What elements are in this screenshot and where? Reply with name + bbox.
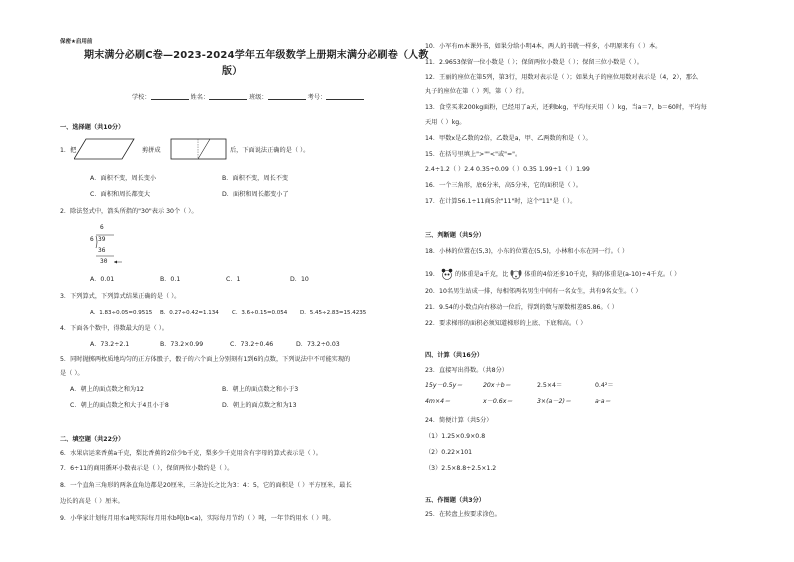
q19-end: 体重的4倍还多10千克，狗的体重是(a-10)÷4千克。（ ） [524, 271, 681, 278]
q12-text-line2: 丸子的座位在第（ ）列，第（ ）行。 [425, 88, 528, 95]
dog-icon [510, 268, 522, 280]
q2-text: 2．除法竖式中，箭头所指的"30"表示 30个（ ）。 [60, 208, 198, 215]
class-label: 班级： [249, 94, 268, 101]
right-column [425, 0, 775, 562]
q13-text: 13．食堂买来200kg面粉，已经用了a天，还剩bkg，平均每天用（ ）kg，当a＝7，b＝60时，平均每 [425, 104, 707, 111]
q1-post: 后，下面说法正确的是（ ）。 [230, 147, 310, 154]
q2-option-b: B．0.1 [160, 276, 181, 283]
q22-text: 22．要求梯形的面积必须知道梯形的上底、下底和高。（ ） [425, 320, 587, 327]
q5-option-c: C．朝上的面点数之和大于4且小于8 [70, 402, 169, 409]
q4-text: 4．下面各个数中，得数最大的是（ ）。 [60, 325, 168, 332]
left-column [60, 0, 429, 562]
q16-text: 16．一个三角形，底6分米，高5分米，它的面积是（ ）。 [425, 182, 582, 189]
q15-text: 15．在括号里填上">""<"或"="。 [425, 151, 522, 158]
q17-text: 17．在计算56.1÷11商5余"11"时，这个"11"是（ ）。 [425, 198, 577, 205]
q2-option-d: D．10 [290, 276, 309, 283]
secret-label: 保密★启用前 [60, 39, 93, 45]
calc-item: x－0.6x＝ [483, 398, 513, 405]
q2-dividend: 39 [98, 236, 106, 243]
section-draw-title: 五、作图题（共3分） [425, 497, 485, 504]
q9-text: 9．小华家计划每月用水a吨实际每月用水b吨(b<a)，实际每月节约（ ）吨，一年节约用水（ ）吨。 [60, 515, 335, 522]
q1-option-a: A．面积不变，周长变小 [90, 175, 157, 182]
calc-item: 15y－0.5y＝ [425, 382, 463, 389]
page-title: 期末满分必刷C卷—2023-2024学年五年级数学上册期末满分必刷卷（人教 [84, 50, 429, 61]
q5-text-line2: 是（ ）。 [60, 370, 84, 377]
q3-option-b: B．0.27÷0.42=1.134 [160, 310, 219, 316]
q4-option-b: B．73.2×0.99 [160, 341, 204, 348]
section-judge-title: 三、判断题（共5分） [425, 232, 485, 239]
rectangle-figure [170, 137, 228, 161]
q1-option-d: D．面积和周长都变小了 [222, 191, 289, 198]
exam-no-label: 考号： [307, 94, 327, 101]
calc-item: 2.5×4＝ [537, 382, 563, 389]
q3-option-a: A．1.83÷0.05=0.9515 [90, 310, 153, 316]
school-label: 学校： [132, 94, 151, 101]
q2-option-c: C．1 [226, 276, 241, 283]
q19-middle: 的体重是a千克，比 [455, 271, 509, 278]
panda-icon [441, 268, 453, 280]
q21-text: 21．9.54的小数点向右移动一位后，得到的数与原数相差85.86。（ ） [425, 304, 618, 311]
q19-number: 19． [425, 271, 440, 278]
q4-option-d: D．73.2÷0.03 [296, 341, 340, 348]
q5-text: 5．同时抛掷两枚质地均匀的正方体骰子，骰子的六个面上分别刻有1到6的点数，下列说法中不可能实现的 [60, 356, 351, 363]
q2-divisor: 6 [90, 236, 94, 243]
long-division-bracket [94, 232, 124, 268]
q13-text-line2: 天用（ ）kg。 [425, 119, 466, 126]
q3-option-c: C．3.6÷0.15=0.054 [232, 310, 288, 316]
page-title-line2: 版） [222, 66, 243, 77]
q12-text: 12．王丽的座位在第5列，第3行，用数对表示是（ ）；如果丸子的座位用数对表示是（4，2），那么 [425, 74, 699, 81]
q19-text [425, 268, 680, 280]
q14-text: 14．甲数x是乙数的2倍，乙数是a，甲、乙两数的和是（ ）。 [425, 135, 592, 142]
name-label: 姓名： [190, 94, 210, 101]
q8-text: 8．一个直角三角形的两条直角边都是20厘米，三条边长之比为3：4：5，它的面积是（ ）平方厘米，最长 [60, 482, 352, 489]
q5-option-a: A．朝上的面点数之和为12 [70, 386, 144, 393]
q1-pre: 1．把 [60, 147, 77, 154]
q2-quotient: 6 [100, 224, 104, 231]
q18-text: 18．小林的位置在(5,3)，小东的位置在(5,5)，小林和小东在同一行。（ ） [425, 248, 629, 255]
q24-item-2: （2）0.22×101 [425, 449, 473, 456]
q3-text: 3．下列算式，下列算式结果正确的是（ ）。 [60, 293, 181, 300]
q5-option-d: D．朝上的面点数之和为13 [222, 402, 297, 409]
q24-item-3: （3）2.5×8.8÷2.5×1.2 [425, 465, 497, 472]
q3-option-d: D．5.45÷2.83=15.4235 [300, 310, 367, 316]
section-calc-title: 四、计算（共16分） [425, 352, 484, 359]
q2-product: 36 [98, 247, 106, 254]
q8-text-line2: 边长的高是（ ）厘米。 [60, 498, 124, 505]
q23-text: 23．直接写出得数。（共8分） [425, 367, 508, 374]
info-line [132, 93, 364, 102]
q4-option-a: A．73.2÷2.1 [90, 341, 130, 348]
q1-mid: 剪拼成 [142, 147, 161, 154]
q24-item-1: （1）1.25×0.9×0.8 [425, 433, 486, 440]
q1-option-b: B．面积不变，周长不变 [222, 175, 289, 182]
q25-text: 25．在转盘上按要求涂色。 [425, 511, 501, 518]
calc-item: 20x＋b＝ [483, 382, 511, 389]
q4-option-c: C．73.2÷0.46 [230, 341, 274, 348]
q15-items: 2.4÷1.2（ ）2.4 0.35÷0.09（ ）0.35 1.99÷1（ ）1.99 [425, 166, 590, 173]
section-choice-title: 一、选择题（共10分） [60, 124, 125, 131]
q10-text: 10．小军有m本课外书，如果分给小明4本，两人的书就一样多，小明原来有（ ）本。 [425, 43, 662, 50]
calc-item: 4m×4＝ [425, 398, 451, 405]
q1-option-c: C．面积和周长都变大 [90, 191, 151, 198]
q6-text: 6．水果店运来香蕉a千克，梨比香蕉的2倍少b千克，梨多少千克用含有字母的算式表示是（ ）。 [60, 450, 322, 457]
q11-text: 11．2.9653保留一位小数是（ ）；保留两位小数是（ ）；保留三位小数是（ ）。 [425, 59, 643, 66]
q7-text: 7．6÷11的商用循环小数表示是（ ），保留两位小数约是（ ）。 [60, 465, 234, 472]
parallelogram-figure [74, 137, 136, 161]
q24-text: 24．简便计算（共5分） [425, 417, 493, 424]
name-field[interactable] [209, 93, 247, 100]
calc-item: a·a＝ [595, 398, 611, 405]
q2-remainder: 30 [100, 258, 108, 265]
exam-no-field[interactable] [326, 93, 364, 100]
q2-option-a: A．0.01 [90, 276, 115, 283]
q20-text: 20．10名男生站成一排，每相邻两名男生中间有一名女生，共有9名女生。（ ） [425, 288, 642, 295]
class-field[interactable] [268, 93, 306, 100]
calc-item: 0.4²＝ [595, 382, 614, 389]
q5-option-b: B．朝上的面点数之和小于3 [222, 386, 299, 393]
section-fill-title: 二、填空题（共22分） [60, 436, 125, 443]
school-field[interactable] [151, 93, 189, 100]
calc-item: 3×(a－2)＝ [537, 398, 572, 405]
